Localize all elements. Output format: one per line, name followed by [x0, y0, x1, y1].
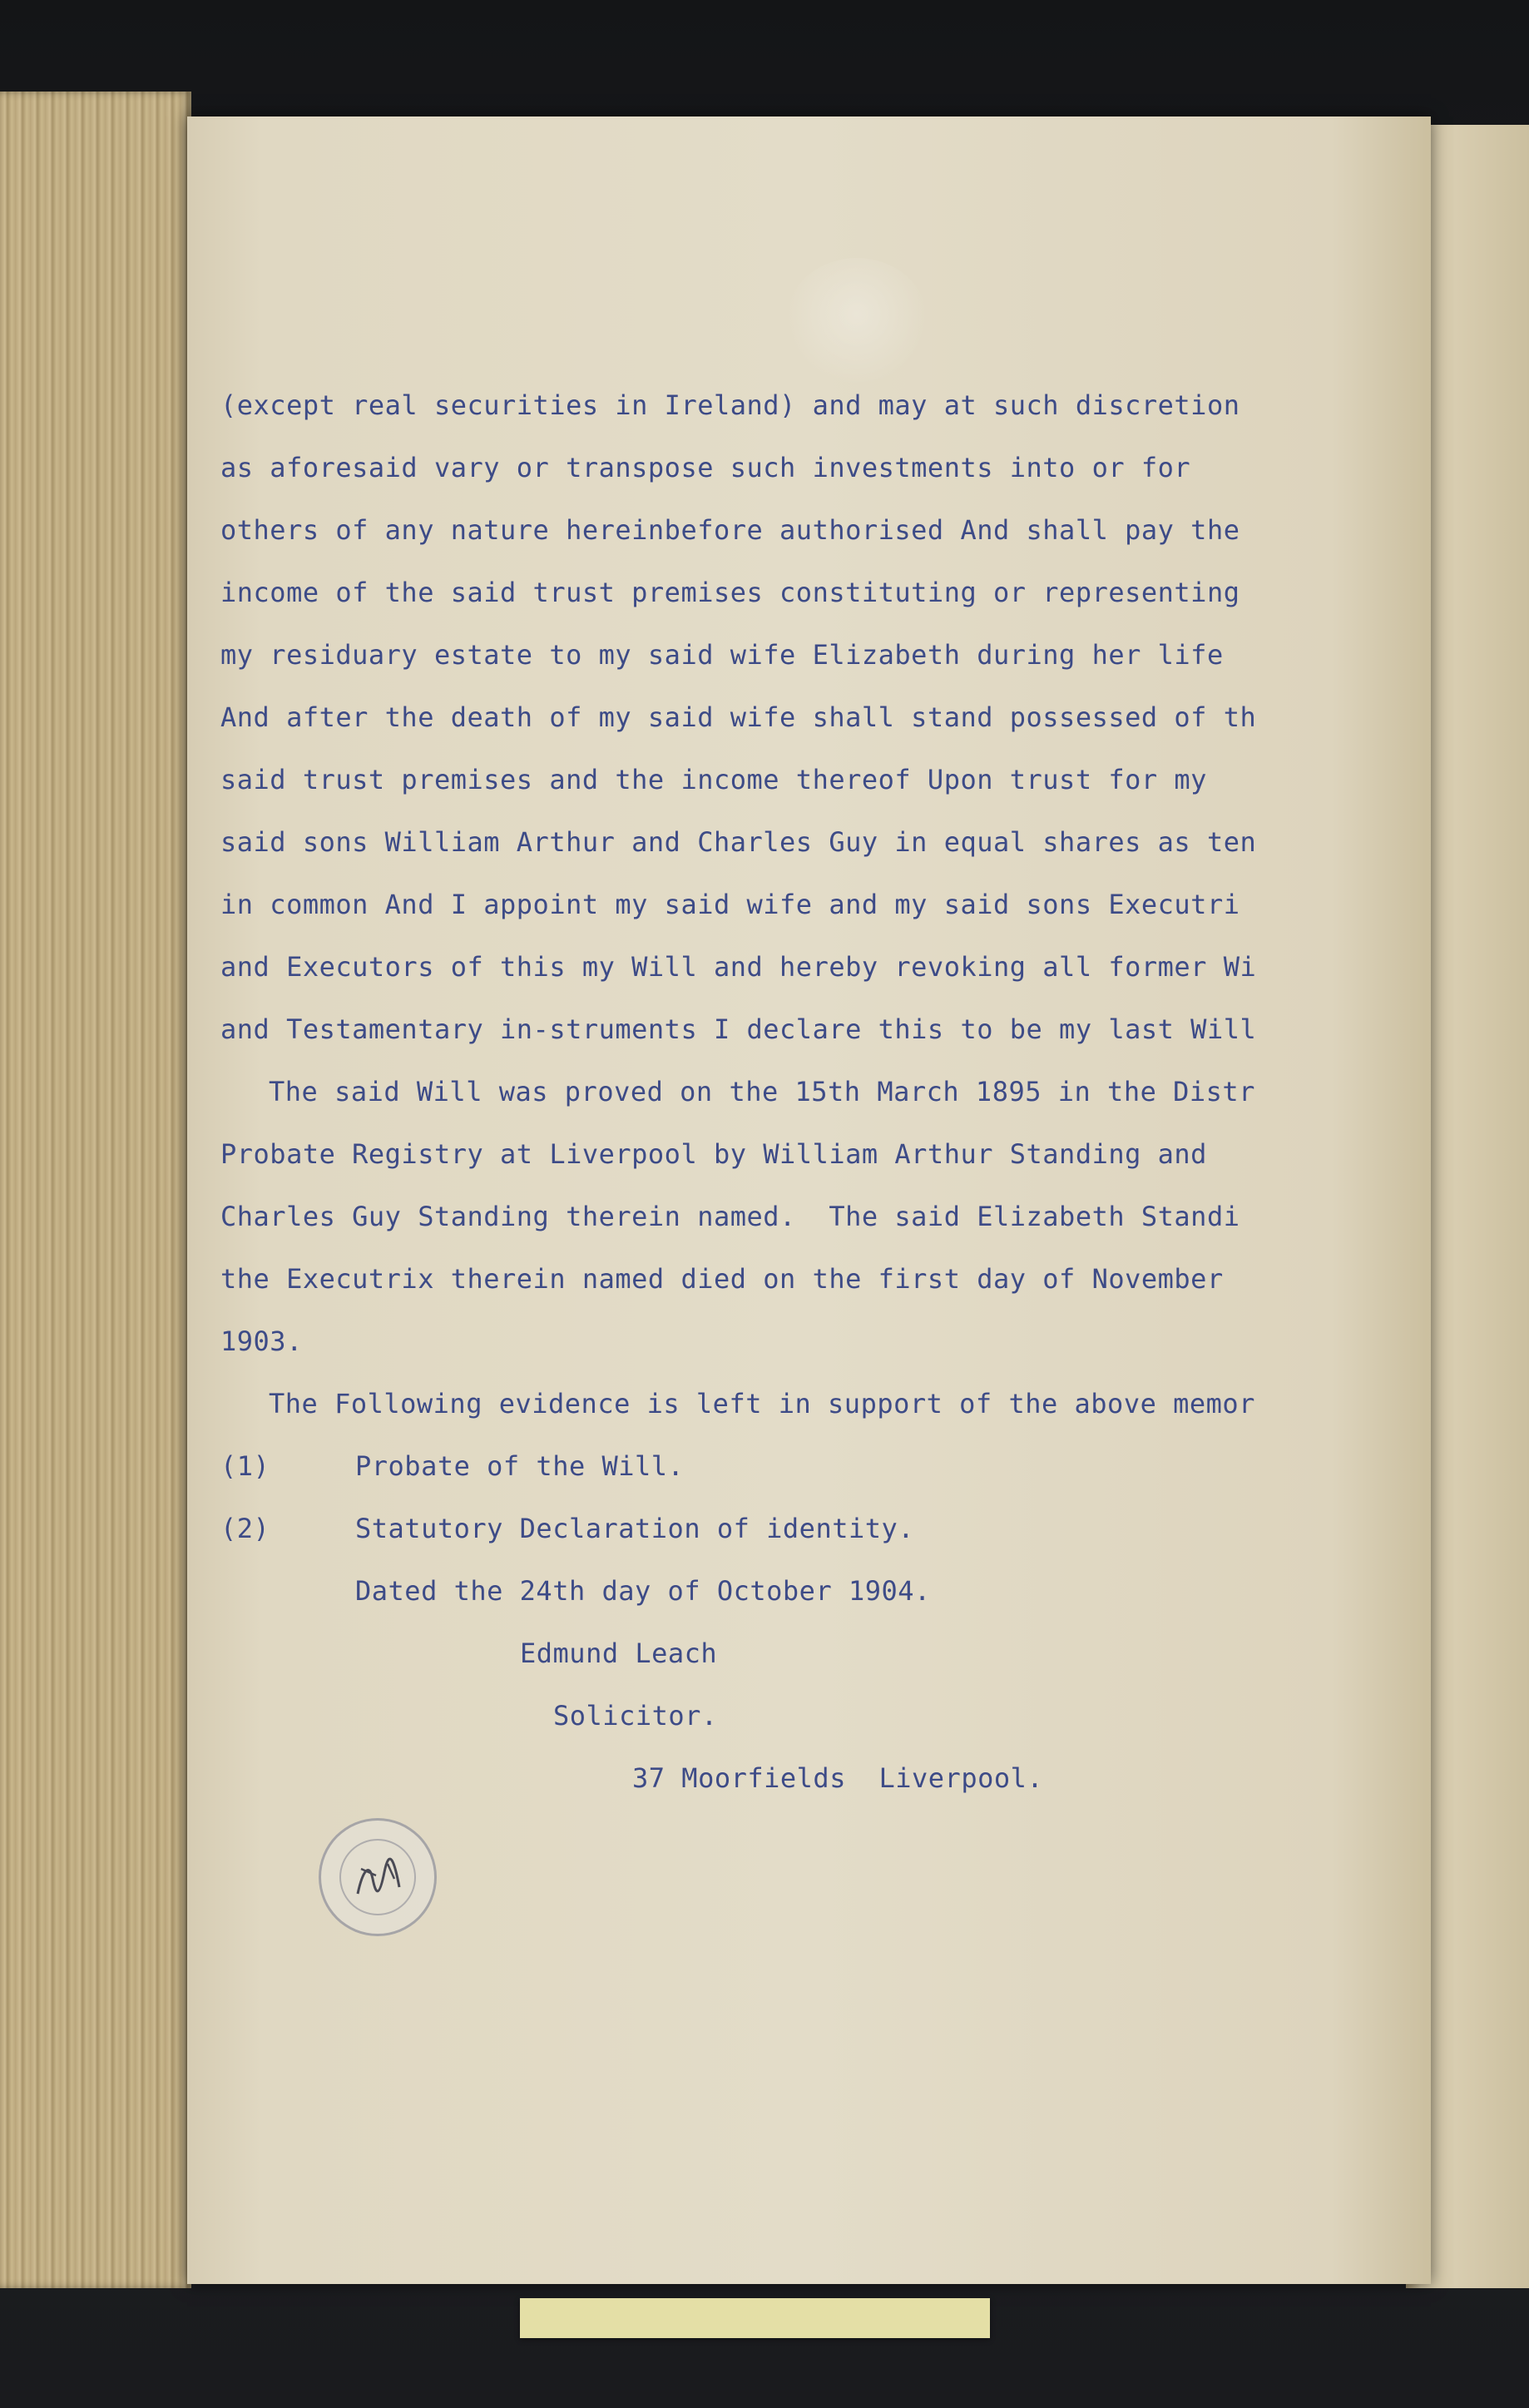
evidence-item-number: (2)	[220, 1513, 270, 1544]
signatory-title: Solicitor.	[553, 1700, 718, 1732]
text-line: 1903.	[220, 1325, 303, 1357]
index-tab-strip	[520, 2298, 990, 2338]
text-line: And after the death of my said wife shall stand possessed of th	[220, 701, 1257, 733]
text-line: and Testamentary in-struments I declare this to be my last Will	[220, 1013, 1257, 1045]
text-line: The said Will was proved on the 15th March 1895 in the Distr	[269, 1076, 1255, 1107]
text-line: and Executors of this my Will and hereby revoking all former Wi	[220, 951, 1257, 983]
stacked-page-edges	[0, 92, 191, 2288]
embossed-seal-icon	[786, 258, 928, 383]
dated-line: Dated the 24th day of October 1904.	[355, 1575, 931, 1607]
text-line: my residuary estate to my said wife Elizabeth during her life	[220, 639, 1224, 671]
text-line: (except real securities in Ireland) and may at such discretion	[220, 389, 1240, 421]
signatory-address: 37 Moorfields Liverpool.	[632, 1762, 1044, 1794]
text-line: said trust premises and the income thereof Upon trust for my	[220, 764, 1207, 795]
text-line: said sons William Arthur and Charles Guy in equal shares as ten	[220, 826, 1257, 858]
evidence-item-number: (1)	[220, 1450, 270, 1482]
evidence-item-text: Probate of the Will.	[355, 1450, 685, 1482]
handwritten-initials-icon	[351, 1854, 409, 1904]
evidence-item-text: Statutory Declaration of identity.	[355, 1513, 915, 1544]
text-line: others of any nature hereinbefore authorised And shall pay the	[220, 514, 1240, 546]
text-line: income of the said trust premises constituting or representing	[220, 577, 1240, 608]
text-line: Probate Registry at Liverpool by William Arthur Standing and	[220, 1138, 1207, 1170]
text-line: the Executrix therein named died on the first day of November	[220, 1263, 1224, 1295]
text-line: Charles Guy Standing therein named. The said Elizabeth Standi	[220, 1201, 1240, 1232]
text-line: The Following evidence is left in support of the above memor	[269, 1388, 1255, 1420]
text-line: as aforesaid vary or transpose such investments into or for	[220, 452, 1191, 483]
signatory-name: Edmund Leach	[520, 1638, 718, 1669]
registry-stamp-icon	[319, 1818, 437, 1936]
text-line: in common And I appoint my said wife and my said sons Executri	[220, 889, 1240, 920]
